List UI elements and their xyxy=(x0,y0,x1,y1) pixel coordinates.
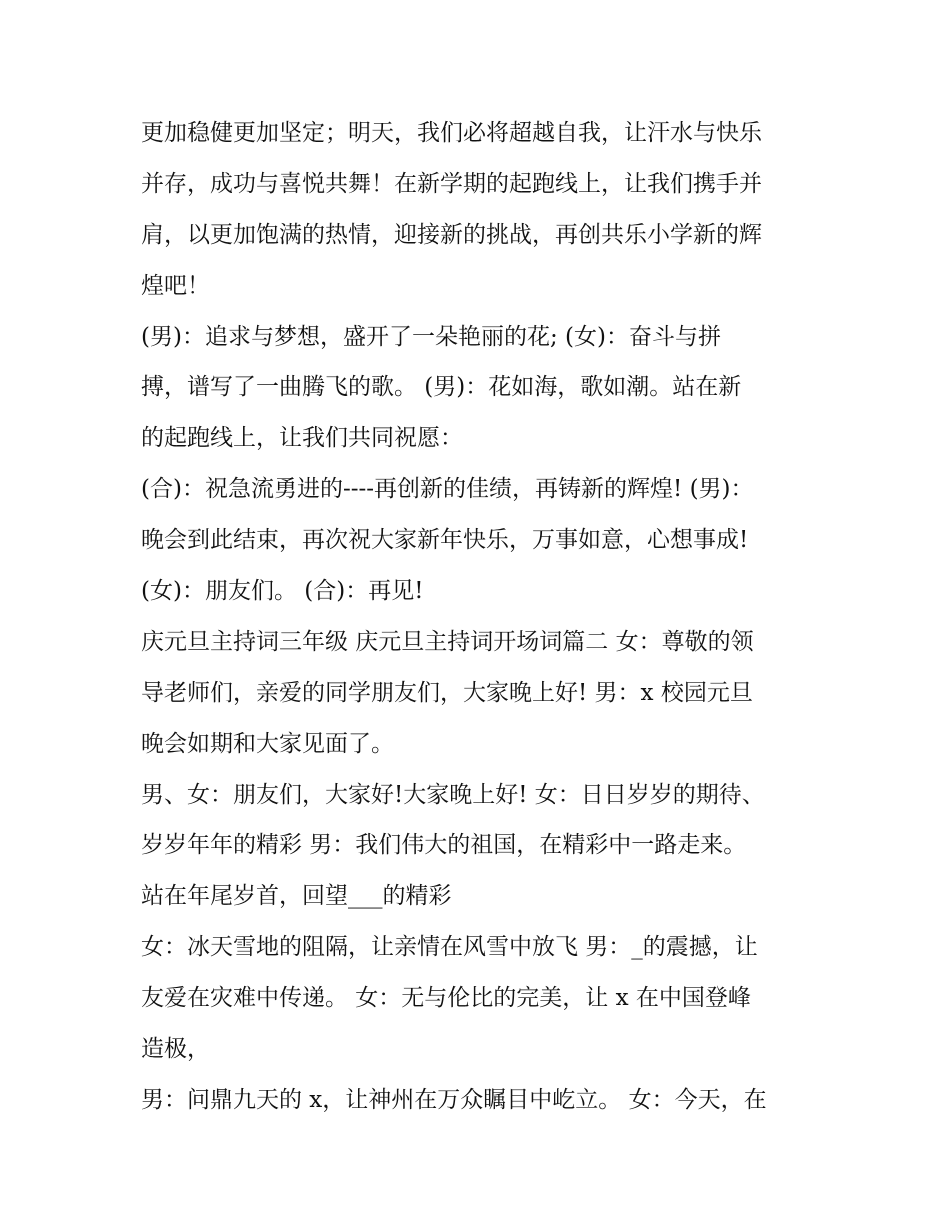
text-line: 搏，谱写了一曲腾飞的歌。 (男)：花如海，歌如潮。站在新 xyxy=(141,374,742,401)
text-line: 庆元旦主持词三年级 庆元旦主持词开场词篇二 女：尊敬的领 xyxy=(141,628,754,655)
text-line: 的起跑线上，让我们共同祝愿： xyxy=(141,425,463,452)
text-line: 晚会如期和大家见面了。 xyxy=(141,730,394,757)
text-line: 晚会到此结束，再次祝大家新年快乐，万事如意，心想事成! xyxy=(141,527,749,554)
text-line: 煌吧！ xyxy=(141,272,210,299)
text-line: 男：问鼎九天的 x，让神州在万众瞩目中屹立。 女：今天，在 xyxy=(141,1086,767,1113)
text-line: 并存，成功与喜悦共舞！在新学期的起跑线上，让我们携手并 xyxy=(141,170,762,197)
text-line: 造极， xyxy=(141,1036,210,1063)
text-line: 男、女：朋友们，大家好!大家晚上好! 女：日日岁岁的期待、 xyxy=(141,781,765,808)
text-line: 友爱在灾难中传递。 女：无与伦比的完美，让 x 在中国登峰 xyxy=(141,985,751,1012)
text-line: (女)：朋友们。 (合)：再见! xyxy=(141,578,424,605)
text-line: (男)：追求与梦想，盛开了一朵艳丽的花; (女)：奋斗与拼 xyxy=(141,323,721,350)
text-line: 更加稳健更加坚定；明天，我们必将超越自我，让汗水与快乐 xyxy=(141,120,762,146)
text-line: 站在年尾岁首，回望___的精彩 xyxy=(141,883,452,910)
text-line: (合)：祝急流勇进的----再创新的佳绩，再铸新的辉煌! (男)： xyxy=(141,476,754,503)
document-body xyxy=(141,108,821,1126)
text-line: 肩，以更加饱满的热情，迎接新的挑战，再创共乐小学新的辉 xyxy=(141,221,762,248)
text-line: 女：冰天雪地的阻隔，让亲情在风雪中放飞 男：_的震撼，让 xyxy=(141,934,758,961)
text-line: 岁岁年年的精彩 男：我们伟大的祖国，在精彩中一路走来。 xyxy=(141,832,747,859)
text-line: 导老师们，亲爱的同学朋友们，大家晚上好! 男：x 校园元旦 xyxy=(141,679,753,706)
